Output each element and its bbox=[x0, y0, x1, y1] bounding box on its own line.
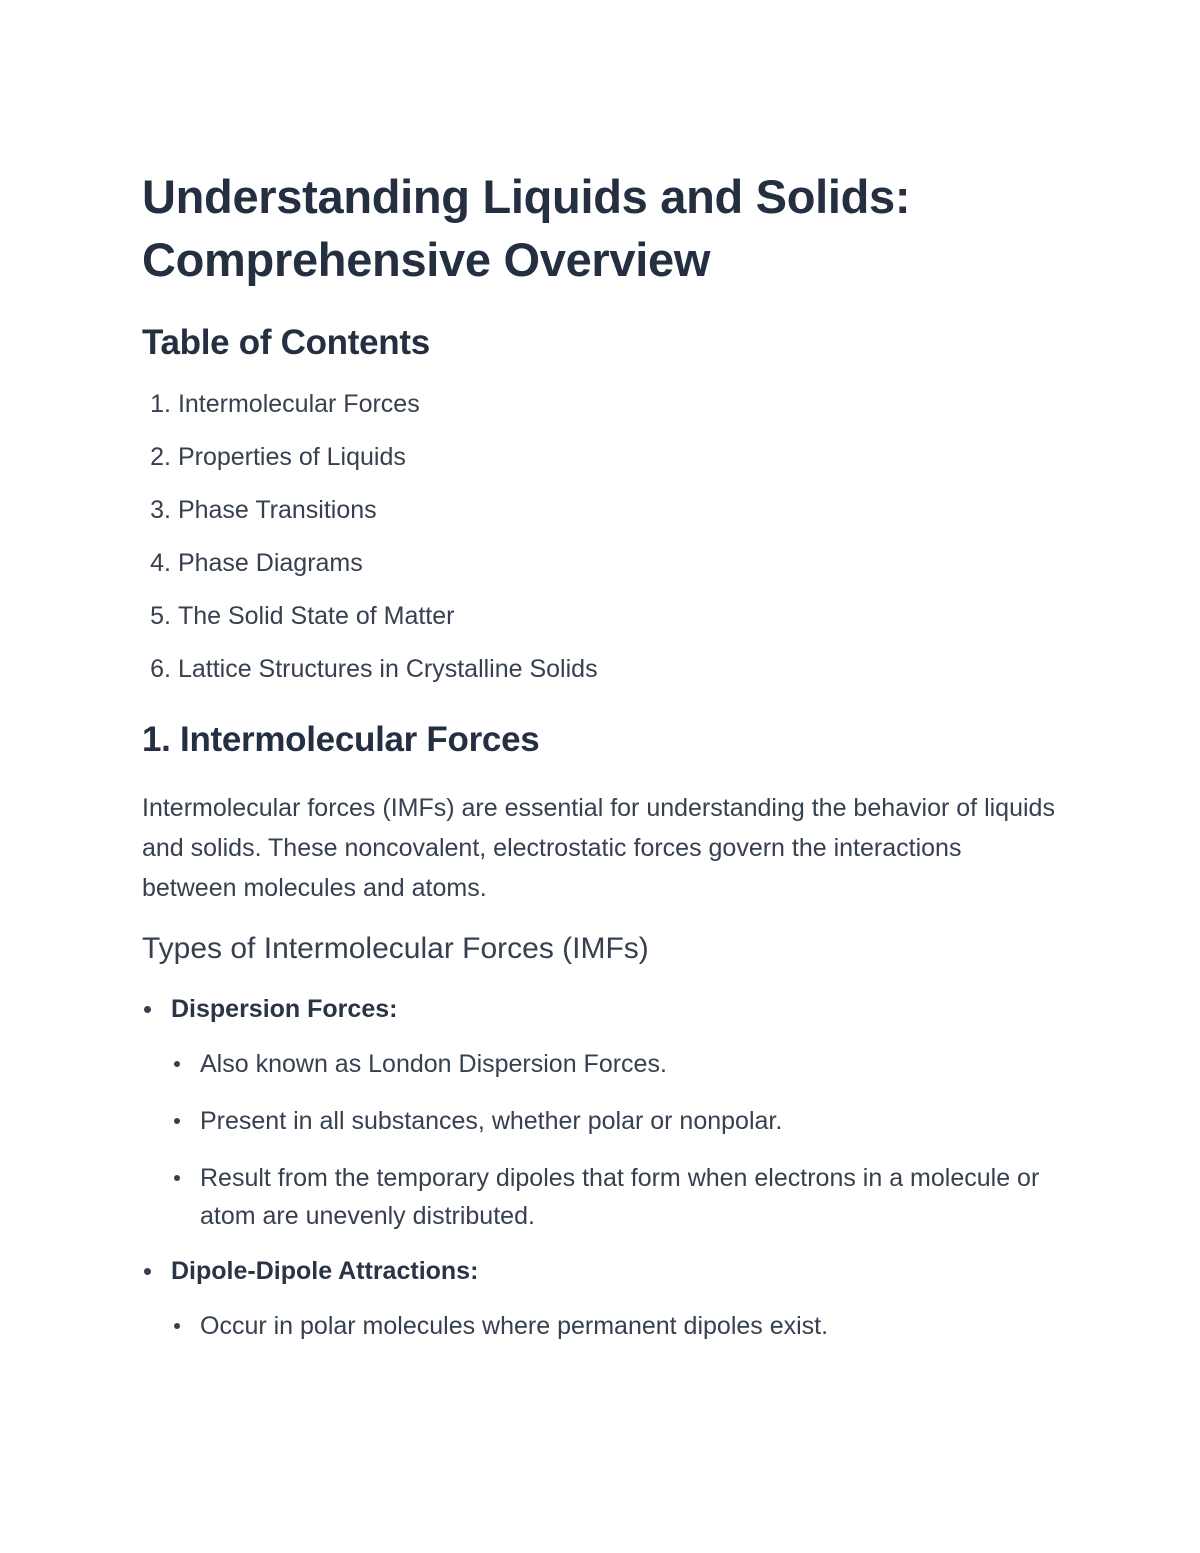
bullet-icon bbox=[174, 1323, 180, 1329]
toc-item bbox=[142, 546, 1062, 580]
toc-item-text: Phase Diagrams bbox=[177, 549, 363, 577]
sub-list-item bbox=[171, 1102, 1062, 1140]
bullet-icon bbox=[174, 1118, 180, 1124]
toc-item bbox=[142, 387, 1062, 421]
bullet-icon bbox=[174, 1061, 180, 1067]
subsection-heading: Types of Intermolecular Forces (IMFs) bbox=[142, 932, 649, 965]
sub-list-item bbox=[171, 1045, 1062, 1083]
sub-list bbox=[171, 1045, 1062, 1235]
imf-type-list bbox=[142, 992, 1062, 1345]
title-line-1: Understanding Liquids and Solids: bbox=[142, 170, 911, 223]
toc-item-text: Intermolecular Forces bbox=[177, 390, 420, 418]
toc-number: 1. bbox=[150, 390, 171, 418]
sub-list-item-text: Also known as London Dispersion Forces. bbox=[200, 1050, 667, 1078]
toc-number: 4. bbox=[150, 549, 171, 577]
sub-list-item bbox=[171, 1307, 1062, 1345]
section-heading: 1. Intermolecular Forces bbox=[142, 720, 540, 759]
toc-number: 3. bbox=[150, 496, 171, 524]
toc-number: 6. bbox=[150, 655, 171, 683]
toc-item-text: Lattice Structures in Crystalline Solids bbox=[177, 655, 598, 683]
bullet-icon bbox=[174, 1175, 180, 1181]
list-item-label: Dipole-Dipole Attractions: bbox=[171, 1257, 479, 1285]
sub-list-item bbox=[171, 1159, 1062, 1235]
table-of-contents bbox=[142, 387, 1062, 686]
list-item-label: Dispersion Forces: bbox=[171, 995, 398, 1023]
document-page bbox=[142, 165, 1062, 1364]
sub-list-item-text: Occur in polar molecules where permanent dipoles exist. bbox=[200, 1312, 829, 1340]
toc-item-text: Properties of Liquids bbox=[177, 443, 406, 471]
bullet-icon bbox=[144, 1006, 151, 1013]
sub-list-item-text: Present in all substances, whether polar or nonpolar. bbox=[200, 1107, 783, 1135]
toc-number: 5. bbox=[150, 602, 171, 630]
toc-item-text: The Solid State of Matter bbox=[177, 602, 455, 630]
toc-heading: Table of Contents bbox=[142, 323, 430, 362]
document-title bbox=[142, 165, 1062, 291]
toc-item-text: Phase Transitions bbox=[177, 496, 377, 524]
toc-item bbox=[142, 440, 1062, 474]
list-item bbox=[142, 1254, 1062, 1345]
section-intro-paragraph: Intermolecular forces (IMFs) are essential for understanding the behavior of liquids and solids. These noncovalent, electrostatic forces govern the interactions between molecules and atoms. bbox=[142, 794, 1055, 902]
toc-item bbox=[142, 599, 1062, 633]
bullet-icon bbox=[144, 1268, 151, 1275]
title-line-2: Comprehensive Overview bbox=[142, 233, 711, 286]
sub-list bbox=[171, 1307, 1062, 1345]
sub-list-item-text: Result from the temporary dipoles that form when electrons in a molecule or atom are unevenly distributed. bbox=[200, 1164, 1040, 1230]
list-item bbox=[142, 992, 1062, 1235]
toc-item bbox=[142, 493, 1062, 527]
toc-number: 2. bbox=[150, 443, 171, 471]
toc-item bbox=[142, 652, 1062, 686]
